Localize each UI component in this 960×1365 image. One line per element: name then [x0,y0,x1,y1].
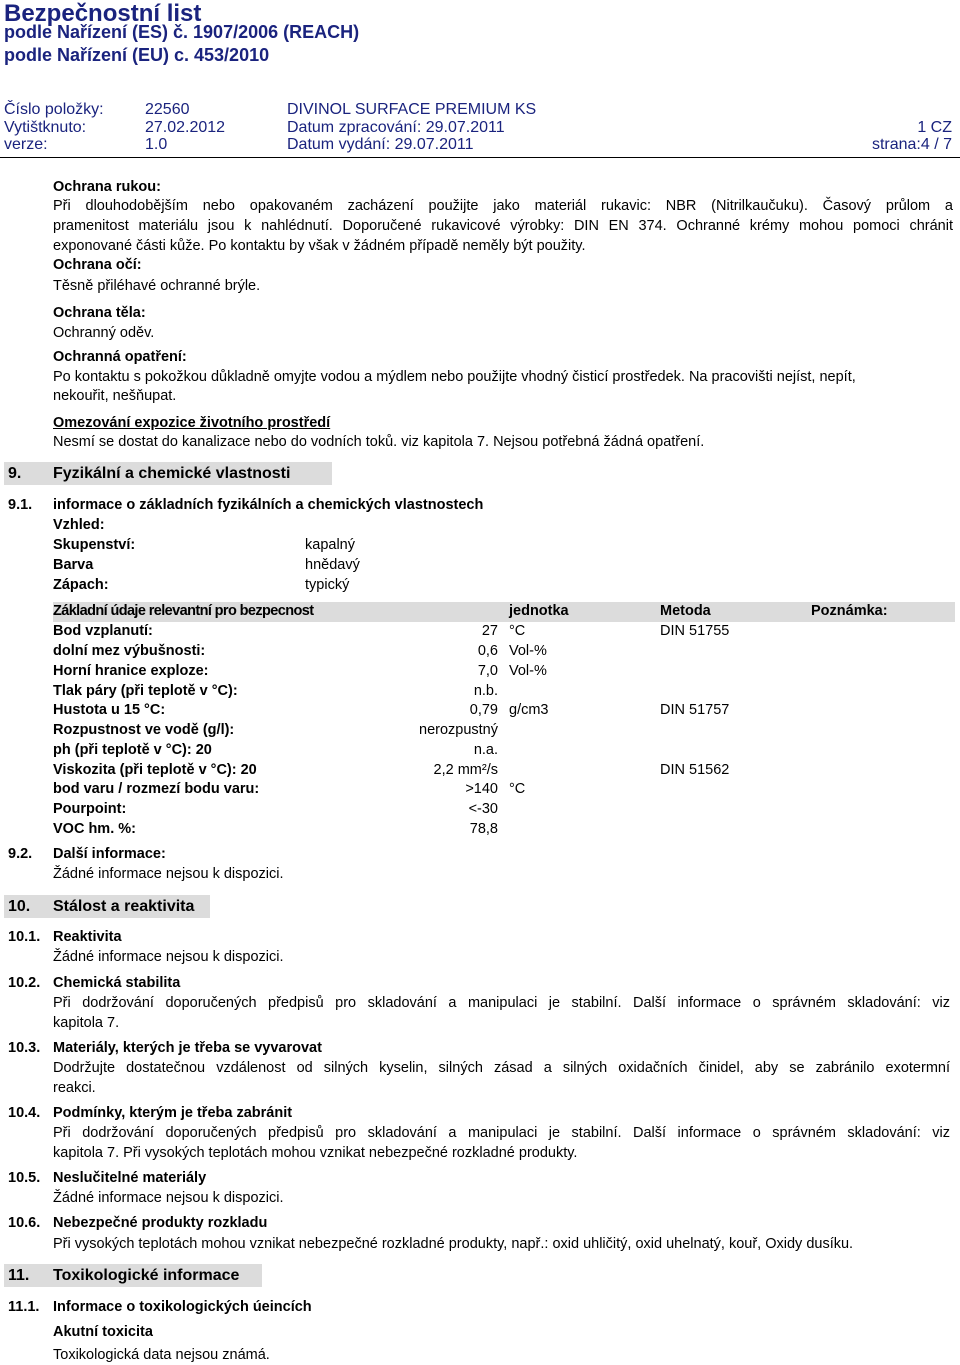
property-unit: g/cm3 [509,702,549,718]
section-10-title: Stálost a reaktivita [53,898,195,915]
subsection-10-4-title: Podmínky, kterým je třeba zabránit [53,1105,293,1121]
protective-measures-title: Ochranná opatření: [53,349,187,365]
color-label: Barva [53,557,94,573]
property-unit: °C [509,781,526,797]
section-9-title: Fyzikální a chemické vlastnosti [53,465,291,482]
property-label: Viskozita (při teplotě v °C): 20 [53,762,257,778]
property-value: n.b. [473,683,498,699]
property-label: Horní hranice exploze: [53,663,209,679]
property-label: dolní mez výbušnosti: [53,643,206,659]
section-9-number: 9. [8,465,22,482]
regulation-line-2: podle Nařízení (EU) c. 453/2010 [4,45,270,65]
property-value: <-30 [468,801,498,817]
processed-date: Datum zpracování: 29.07.2011 [287,119,505,136]
table-header-method: Metoda [660,603,711,619]
section-11-number: 11. [8,1267,30,1284]
property-label: Tlak páry (při teplotě v °C): [53,683,238,699]
property-label: Bod vzplanutí: [53,623,153,639]
hand-line-3: exponované části kůže. Po kontaktu by však v žádném případě neměly být použity. [53,238,586,254]
subsection-10-6-title: Nebezpečné produkty rozkladu [53,1215,268,1231]
item-number-value: 22560 [145,101,190,118]
color-value: hnědavý [305,557,360,573]
subsection-9-1-title: informace o základních fyzikálních a chemických vlastnostech [53,497,484,513]
odor-value: typický [305,577,350,593]
property-label: Pourpoint: [53,801,127,817]
state-label: Skupenství: [53,537,136,553]
protective-measures-line-1: Po kontaktu s pokožkou důkladně omyjte vodou a mýdlem nebo použijte vhodný čisticí prostředek. Na pracovišti nejíst, nepít, [53,369,856,385]
environmental-exposure-text: Nesmí se dostat do kanalizace nebo do vodních toků. viz kapitola 7. Nejsou potřebná žádná opatření. [53,434,705,450]
section-10-number: 10. [8,898,31,915]
subsection-10-2-text [53,993,950,1033]
subsection-9-2-text: Žádné informace nejsou k dispozici. [53,866,284,882]
hand-protection-title: Ochrana rukou: [53,179,161,195]
property-label: VOC hm. %: [53,821,136,837]
conditions-line-2: kapitola 7. Při vysokých teplotách mohou vznikat nebezpečné rozkladné produkty. [53,1145,578,1161]
protective-measures-line-2: nekouřit, nešňupat. [53,388,177,404]
printed-date: 27.02.2012 [145,119,226,136]
item-number-label: Číslo položky: [4,101,104,118]
property-value: >140 [465,781,498,797]
property-unit: Vol-% [509,643,547,659]
version-label: verze: [4,136,48,153]
property-value: 2,2 mm²/s [433,762,498,778]
subsection-10-3-number: 10.3. [8,1040,41,1056]
header-divider [0,157,960,158]
subsection-10-1-text: Žádné informace nejsou k dispozici. [53,949,284,965]
subsection-10-2-title: Chemická stabilita [53,975,181,991]
hand-line-2: pramenitost materiálu jsou k nahlédnutí. Doporučené rukavicové výrobky: DIN EN 374. Ochranné krémy mohou pomoci chránit [53,218,953,234]
property-unit: Vol-% [509,663,547,679]
subsection-11-1-title: Informace o toxikologických úeincích [53,1299,312,1315]
body-protection-title: Ochrana těla: [53,305,146,321]
property-method: DIN 51562 [660,762,730,778]
property-value: 78,8 [469,821,498,837]
acute-toxicity-text: Toxikologická data nejsou známá. [53,1347,270,1363]
subsection-10-5-text: Žádné informace nejsou k dispozici. [53,1190,284,1206]
environmental-exposure-title: Omezování expozice životního prostředí [53,415,331,431]
property-value: 0,6 [477,643,498,659]
property-unit: °C [509,623,526,639]
subsection-10-3-text [53,1058,950,1098]
subsection-10-6-number: 10.6. [8,1215,41,1231]
property-label: Hustota u 15 °C: [53,702,166,718]
subsection-9-2-title: Další informace: [53,846,166,862]
subsection-11-1-number: 11.1. [8,1299,40,1315]
hand-protection-text [53,196,953,256]
subsection-9-1-number: 9.1. [8,497,33,513]
hand-line-1: Při dlouhodobějším nebo opakovaném zacházení použijte jako materiál rukavic: NBR (Nitrilkaučuku). Časový průlom a [53,198,953,214]
property-value: 7,0 [477,663,498,679]
subsection-10-6-text: Při vysokých teplotách mohou vznikat nebezpečné rozkladné produkty, např.: oxid uhličitý, oxid uhelnatý, kouř, Oxidy dusíku. [53,1236,854,1252]
table-header-property: Základní údaje relevantní pro bezpecnost [53,603,314,619]
state-value: kapalný [305,537,355,553]
materials-line-2: reakci. [53,1080,96,1096]
subsection-9-2-number: 9.2. [8,846,33,862]
property-method: DIN 51757 [660,702,730,718]
language-code: 1 CZ [917,119,952,136]
property-label: Rozpustnost ve vodě (g/l): [53,722,235,738]
version-value: 1.0 [145,136,168,153]
subsection-10-2-number: 10.2. [8,975,41,991]
regulation-line-1: podle Nařízení (ES) č. 1907/2006 (REACH) [4,22,360,42]
section-11-title: Toxikologické informace [53,1267,240,1284]
stability-line-2: kapitola 7. [53,1015,120,1031]
subsection-10-3-title: Materiály, kterých je třeba se vyvarovat [53,1040,322,1056]
issued-date: Datum vydání: 29.07.2011 [287,136,474,153]
property-value: 27 [481,623,498,639]
stability-line-1: Při dodržování doporučených předpisů pro skladování a manipulaci je stabilní. Další informace o správném skladování: viz [53,995,950,1011]
table-header-unit: jednotka [509,603,569,619]
property-value: nerozpustný [419,722,498,738]
subsection-10-4-number: 10.4. [8,1105,41,1121]
product-name: DIVINOL SURFACE PREMIUM KS [287,101,537,118]
subsection-10-5-title: Neslučitelné materiály [53,1170,207,1186]
subsection-10-1-title: Reaktivita [53,929,122,945]
subsection-10-1-number: 10.1. [8,929,41,945]
table-header-note: Poznámka: [811,603,888,619]
subsection-10-4-text [53,1123,950,1163]
property-value: 0,79 [469,702,498,718]
eye-protection-title: Ochrana očí: [53,257,142,273]
page-number: strana:4 / 7 [871,136,952,153]
acute-toxicity-title: Akutní toxicita [53,1324,153,1340]
subsection-10-5-number: 10.5. [8,1170,41,1186]
body-protection-text: Ochranný oděv. [53,325,155,341]
property-method: DIN 51755 [660,623,730,639]
appearance-label: Vzhled: [53,517,105,533]
conditions-line-1: Při dodržování doporučených předpisů pro skladování a manipulaci je stabilní. Další informace o správném skladování: viz [53,1125,950,1141]
eye-protection-text: Těsně přiléhavé ochranné brýle. [53,278,261,294]
materials-line-1: Dodržujte dostatečnou vzdálenost od silných kyselin, silných zásad a silných oxidačních činidel, aby se zabránilo exotermní [53,1060,950,1076]
document-title: Bezpečnostní list [4,0,202,27]
property-value: n.a. [473,742,498,758]
property-label: bod varu / rozmezí bodu varu: [53,781,260,797]
property-label: ph (při teplotě v °C): 20 [53,742,212,758]
odor-label: Zápach: [53,577,109,593]
printed-label: Vytištknuto: [4,119,87,136]
